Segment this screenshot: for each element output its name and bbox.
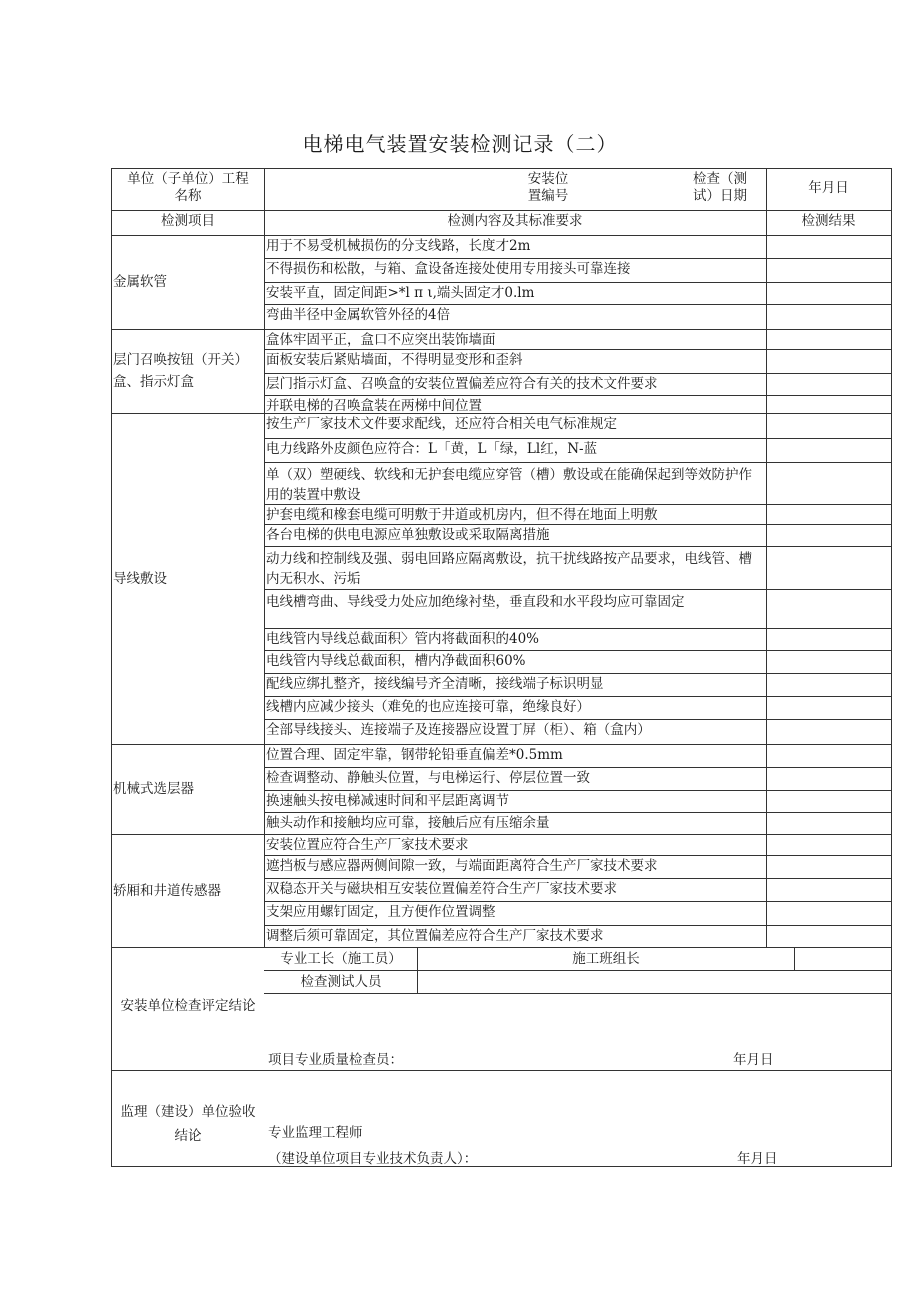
requirement-row: 单（双）塑硬线、软线和无护套电缆应穿管（槽）敷设或在能确保起到等效防护作用的装置中敷设 xyxy=(266,467,752,503)
grid-line xyxy=(264,925,892,926)
grid-line xyxy=(264,673,892,674)
check-date-label: 检查（测 试）日期 xyxy=(693,171,747,204)
requirement-row: 位置合理、固定牢靠，钢带轮铅垂直偏差*0.5mm xyxy=(266,747,563,763)
requirement-row: 安装平直，固定间距>*l π ι,端头固定才0.lm xyxy=(266,285,535,301)
requirement-row: 面板安装后紧贴墙面，不得明显变形和歪斜 xyxy=(266,352,523,368)
requirement-row: 用于不易受机械损伤的分支线路，长度才2m xyxy=(266,238,531,254)
requirement-row: 配线应绑扎整齐，接线编号齐全清晰，接线端子标识明显 xyxy=(266,676,604,692)
grid-line xyxy=(264,719,892,720)
grid-line xyxy=(111,947,892,948)
requirement-row: 电线槽弯曲、导线受力处应加绝缘衬垫，垂直段和水平段均应可靠固定 xyxy=(266,594,685,610)
quality-inspector-label: 项目专业质量检查员： xyxy=(268,1052,403,1068)
grid-line xyxy=(264,812,892,813)
foreman-label: 专业工长（施工员） xyxy=(280,951,402,967)
grid-line xyxy=(264,767,892,768)
requirement-row: 线槽内应减少接头（难免的也应连接可靠，绝缘良好） xyxy=(266,699,590,715)
grid-line xyxy=(264,524,892,525)
requirement-row: 并联电梯的召唤盒装在两梯中间位置 xyxy=(266,398,482,414)
team-leader-label: 施工班组长 xyxy=(572,951,640,967)
requirement-row: 弯曲半径中金属软管外径的4倍 xyxy=(266,307,451,323)
grid-line xyxy=(111,210,892,211)
group-label-4: 轿厢和井道传感器 xyxy=(113,882,221,899)
install-conclusion-label: 安装单位检查评定结论 xyxy=(120,998,256,1014)
requirement-row: 电线管内导线总截面积，槽内净截面积60% xyxy=(266,653,526,669)
col-header-result: 检测结果 xyxy=(801,213,856,229)
page-title: 电梯电气装置安装检测记录（二） xyxy=(302,132,618,156)
requirement-row: 双稳态开关与磁块相互安装位置偏差符合生产厂家技术要求 xyxy=(266,881,617,897)
grid-line xyxy=(264,855,892,856)
owner-representative-label: （建设单位项目专业技术负责人）： xyxy=(268,1151,478,1167)
requirement-row: 各台电梯的供电电源应单独敷设或采取隔离措施 xyxy=(266,527,550,543)
grid-line xyxy=(111,1070,892,1071)
grid-line xyxy=(264,650,892,651)
grid-line xyxy=(264,462,892,463)
requirement-row: 调整后须可靠固定，其位置偏差应符合生产厂家技术要求 xyxy=(266,928,604,944)
grid-line xyxy=(264,304,892,305)
requirement-row: 动力线和控制线及强、弱电回路应隔离敷设，抗干扰线路按产品要求，电线管、槽内无积水、污垢 xyxy=(266,551,752,587)
requirement-row: 检查调整动、静触头位置，与电梯运行、停层位置一致 xyxy=(266,770,590,786)
grid-line xyxy=(264,970,892,971)
tester-label: 检查测试人员 xyxy=(300,974,382,990)
grid-line xyxy=(264,258,892,259)
grid-line xyxy=(111,235,892,236)
grid-line xyxy=(264,790,892,791)
grid-line xyxy=(264,349,892,350)
grid-line xyxy=(264,282,892,283)
group-label-3: 机械式选层器 xyxy=(113,781,194,797)
group-label-2: 导线敷设 xyxy=(113,570,167,587)
col-header-item: 检测项目 xyxy=(161,213,215,229)
grid-line xyxy=(264,589,892,590)
grid-line xyxy=(264,901,892,902)
supervision-conclusion-label: 监理（建设）单位验收结论 xyxy=(120,1104,256,1144)
group-label-0: 金属软管 xyxy=(113,274,167,290)
grid-line xyxy=(111,744,892,745)
requirement-row: 不得损伤和松散，与箱、盒设备连接处使用专用接头可靠连接 xyxy=(266,261,631,277)
grid-line xyxy=(264,993,892,994)
requirement-row: 电线管内导线总截面积〉管内将截面积的40% xyxy=(266,631,540,647)
requirement-row: 护套电缆和橡套电缆可明敷于井道或机房内，但不得在地面上明敷 xyxy=(266,507,658,523)
requirement-row: 电力线路外皮颜色应符合：L「黄，L「绿，Ll红，N-蓝 xyxy=(266,441,598,457)
requirement-row: 安装位置应符合生产厂家技术要求 xyxy=(266,837,469,853)
col-header-content: 检测内容及其标准要求 xyxy=(447,213,583,229)
requirement-row: 触头动作和接触均应可靠，接触后应有压缩余量 xyxy=(266,815,550,831)
requirement-row: 层门指示灯盒、召唤盒的安装位置偏差应符合有关的技术文件要求 xyxy=(266,376,658,392)
requirement-row: 按生产厂家技术文件要求配线，还应符合相关电气标准规定 xyxy=(266,416,617,432)
location-label: 安装位 置编号 xyxy=(527,171,569,204)
requirement-row: 全部导线接头、连接端子及连接器应设置丁屏（柜）、箱（盒内） xyxy=(266,722,651,738)
grid-line xyxy=(264,395,892,396)
grid-line xyxy=(264,373,892,374)
supervision-engineer-label: 专业监理工程师 xyxy=(268,1125,363,1141)
grid-line xyxy=(264,878,892,879)
grid-line xyxy=(794,947,795,970)
grid-line xyxy=(264,546,892,547)
grid-line xyxy=(264,628,892,629)
install-date: 年月日 xyxy=(733,1052,774,1068)
grid-line xyxy=(264,438,892,439)
grid-line xyxy=(264,168,265,947)
requirement-row: 遮挡板与感应器两侧间隙一致，与端面距离符合生产厂家技术要求 xyxy=(266,858,658,874)
requirement-row: 换速触头按电梯减速时间和平层距离调节 xyxy=(266,793,509,809)
grid-line xyxy=(111,834,892,835)
project-name-label: 单位（子单位）工程 名称 xyxy=(127,171,249,204)
requirement-row: 盒体牢固平正，盒口不应突出装饰墙面 xyxy=(266,332,496,348)
grid-line xyxy=(766,168,767,947)
requirement-row: 支架应用螺钉固定，且方便作位置调整 xyxy=(266,904,496,920)
group-label-1: 层门召唤按钮（开关）盒、指示灯盒 xyxy=(113,352,248,390)
supervision-date: 年月日 xyxy=(737,1151,778,1167)
grid-line xyxy=(111,329,892,330)
date-value: 年月日 xyxy=(808,180,849,196)
grid-line xyxy=(264,696,892,697)
